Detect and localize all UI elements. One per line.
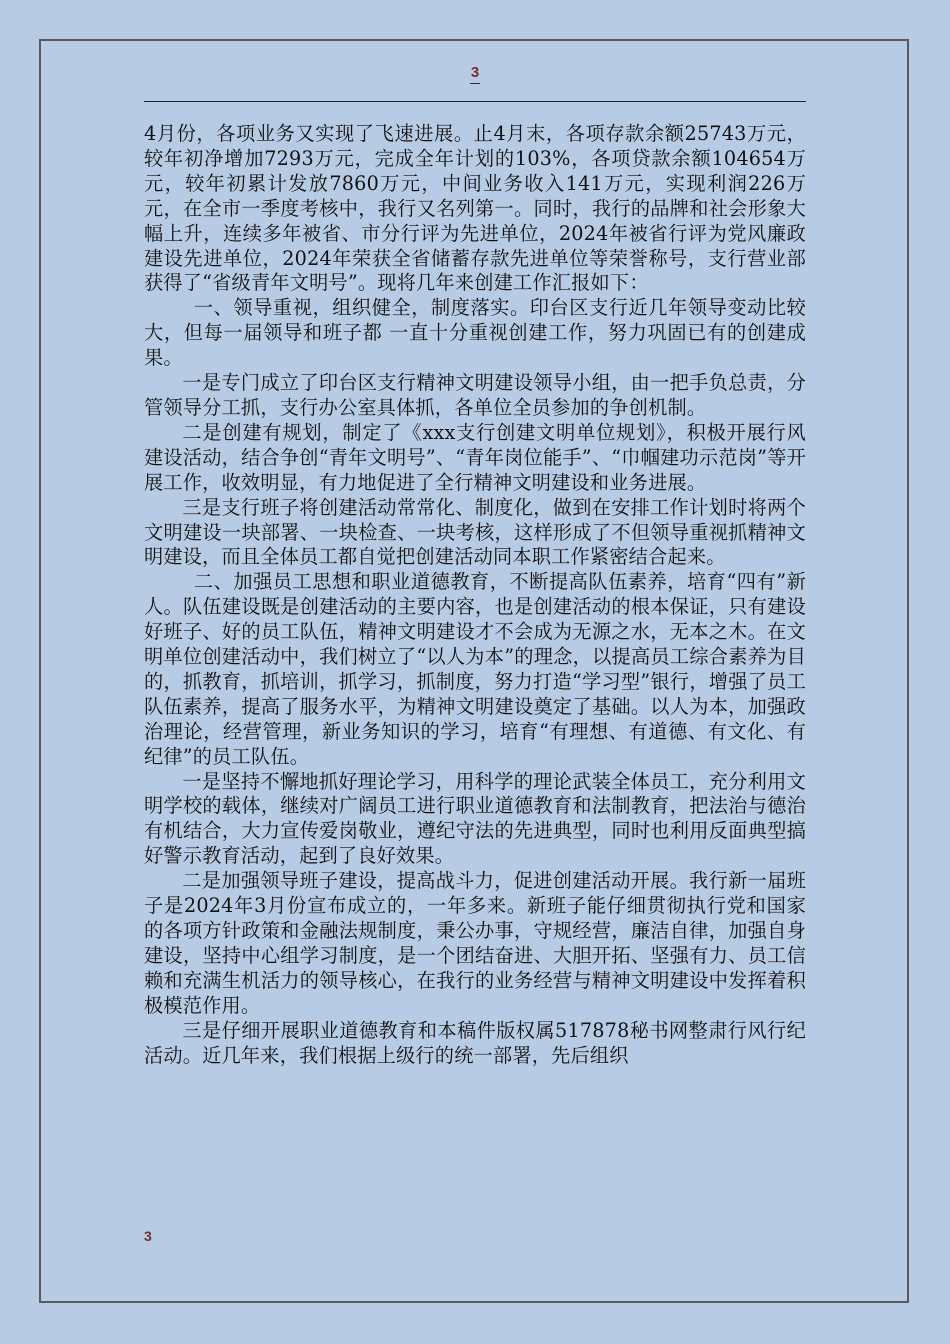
paragraph-section-2-item-2: 二是加强领导班子建设，提高战斗力，促进创建活动开展。我行新一届班子是2024年3月份宣布成立的，一年多来。新班子能仔细贯彻执行党和国家的各项方针政策和金融法规制度，秉公办事，守规经营，廉洁自律，加强自身建设，坚持中心组学习制度，是一个团结奋进、大胆开拓、坚强有力、员工信赖和充满生机活力的领导核心，在我行的业务经营与精神文明建设中发挥着积极模范作用。 — [144, 869, 806, 1017]
header-page-number: 3 — [470, 64, 480, 81]
header-rule — [144, 101, 806, 102]
paragraph-section-2-item-3: 三是仔细开展职业道德教育和本稿件版权属517878秘书网整肃行风行纪活动。近几年来，我们根据上级行的统一部署，先后组织 — [144, 1018, 806, 1067]
paragraph-intro: 4月份，各项业务又实现了飞速进展。止4月末，各项存款余额25743万元，较年初净增加7293万元，完成全年计划的103%，各项贷款余额104654万元，较年初累计发放7860万元，中间业务收入141万元，实现利润226万元，在全市一季度考核中，我行又名列第一。同时，我行的品牌和社会形象大幅上升，连续多年被省、市分行评为先进单位，2024年被省行评为党风廉政建设先进单位，2024年荣获全省储蓄存款先进单位等荣誉称号，支行营业部获得了“省级青年文明号”。现将几年来创建工作汇报如下： — [144, 122, 806, 295]
header-page-number-underline — [470, 83, 480, 84]
document-body — [144, 122, 806, 1068]
paragraph-section-1-item-3: 三是支行班子将创建活动常常化、制度化，做到在安排工作计划时将两个文明建设一块部署、一块检查、一块考核，这样形成了不但领导重视抓精神文明建设，而且全体员工都自觉把创建活动同本职工作紧密结合起来。 — [144, 495, 806, 569]
paragraph-section-1-item-2: 二是创建有规划，制定了《xxx支行创建文明单位规划》，积极开展行风建设活动，结合争创“青年文明号”、“青年岗位能手”、“巾帼建功示范岗”等开展工作，收效明显，有力地促进了全行精神文明建设和业务进展。 — [144, 420, 806, 494]
paragraph-section-1-item-1: 一是专门成立了印台区支行精神文明建设领导小组，由一把手负总责，分管领导分工抓，支行办公室具体抓，各单位全员参加的争创机制。 — [144, 371, 806, 419]
paragraph-section-2-item-1: 一是坚持不懈地抓好理论学习，用科学的理论武装全体员工，充分利用文明学校的载体，继续对广阔员工进行职业道德教育和法制教育，把法治与德治有机结合，大力宣传爱岗敬业，遵纪守法的先进典型，同时也利用反面典型搞好警示教育活动，起到了良好效果。 — [144, 769, 806, 868]
heading-section-2: 二、加强员工思想和职业道德教育，不断提高队伍素养，培育“四有”新人。队伍建设既是创建活动的主要内容，也是创建活动的根本保证，只有建设好班子、好的员工队伍，精神文明建设才不会成为无源之水，无本之木。在文明单位创建活动中，我们树立了“以人为本”的理念，以提高员工综合素养为目的，抓教育，抓培训，抓学习，抓制度，努力打造“学习型”银行，增强了员工队伍素养，提高了服务水平，为精神文明建设奠定了基础。以人为本，加强政治理论，经营管理，新业务知识的学习，培育“有理想、有道德、有文化、有纪律”的员工队伍。 — [144, 570, 806, 768]
heading-section-1: 一、领导重视，组织健全，制度落实。印台区支行近几年领导变动比较大，但每一届领导和班子都 一直十分重视创建工作，努力巩固已有的创建成果。 — [144, 296, 806, 370]
footer-page-number: 3 — [144, 1228, 152, 1244]
